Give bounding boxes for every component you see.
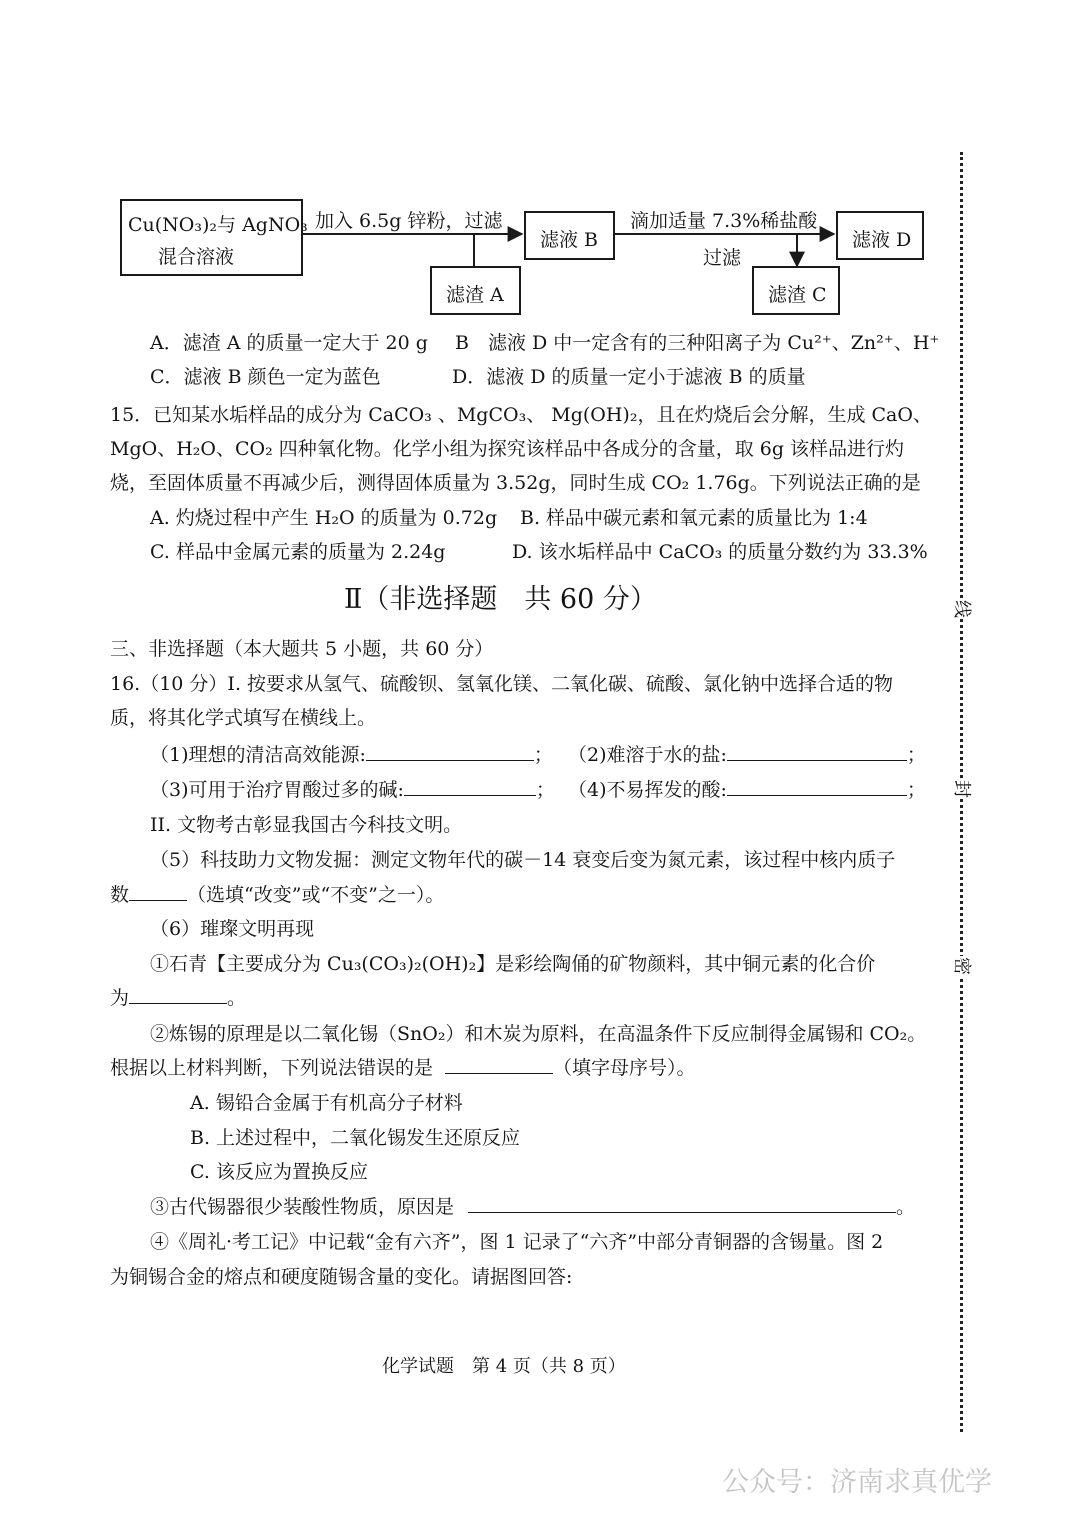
q15-option-c: C. 样品中金属元素的质量为 2.24g bbox=[150, 541, 446, 563]
q16-c1-line2 bbox=[110, 983, 246, 1010]
q16-c2-prefix: 根据以上材料判断，下列说法错误的是 bbox=[110, 1057, 434, 1079]
q15-stem-line3: 烧，至固体质量不再减少后，测得固体质量为 3.52g，同时生成 CO₂ 1.76g。下列说法正确的是 bbox=[110, 472, 921, 494]
arrow2-label: 滴加适量 7.3%稀盐酸 bbox=[630, 210, 818, 232]
q16-q5-line1: （5）科技助力文物发掘：测定文物年代的碳－14 衰变后变为氮元素，该过程中核内质子 bbox=[150, 849, 896, 871]
q16-item4-semicolon: ； bbox=[906, 779, 926, 801]
margin-mark-xian: 线 bbox=[950, 599, 976, 619]
q16-c4-line1: ④《周礼·考工记》中记载“金有六齐”，图 1 记录了“六齐”中部分青铜器的含锡量。图 2 bbox=[150, 1231, 884, 1253]
q16-c2-option-a: A. 锡铅合金属于有机高分子材料 bbox=[190, 1092, 463, 1114]
q15-stem-line1: 15．已知某水垢样品的成分为 CaCO₃ 、MgCO₃、 Mg(OH)₂，且在灼烧后会分解，生成 CaO、 bbox=[110, 404, 932, 426]
q16-c2-suffix: （填字母序号）。 bbox=[553, 1057, 696, 1079]
q16-stem-line1: 16.（10 分）I. 按要求从氢气、硫酸钡、氢氧化镁、二氧化碳、硫酸、氯化钠中选择合适的物 bbox=[110, 673, 894, 695]
start-line2: 混合溶液 bbox=[158, 246, 235, 268]
q16-item1-semicolon: ； bbox=[533, 744, 553, 766]
margin-mark-feng: 封 bbox=[950, 779, 976, 799]
start-line1: Cu(NO₃)₂与 AgNO₃ bbox=[128, 214, 308, 236]
q16-c2-blank[interactable] bbox=[445, 1055, 553, 1074]
q16-item2-label: （2)难溶于水的盐: bbox=[568, 744, 727, 766]
q15-option-b: B. 样品中碳元素和氧元素的质量比为 1:4 bbox=[520, 507, 868, 529]
q16-c1-suffix: 。 bbox=[227, 987, 247, 1009]
q16-q5-blank[interactable] bbox=[129, 882, 187, 901]
filtrate-b-label: 滤液 B bbox=[540, 229, 599, 251]
arrow2-sublabel: 过滤 bbox=[703, 247, 742, 269]
residue-a-box bbox=[430, 266, 521, 315]
q16-stem-line2: 质，将其化学式填写在横线上。 bbox=[110, 707, 377, 729]
part3-title: 三、非选择题（本大题共 5 小题，共 60 分） bbox=[110, 638, 494, 660]
q16-c2-option-b: B. 上述过程中，二氧化锡发生还原反应 bbox=[190, 1127, 521, 1149]
q16-item1-blank[interactable] bbox=[366, 742, 534, 761]
q16-item2-blank[interactable] bbox=[727, 742, 907, 761]
q16-c4-line2: 为铜锡合金的熔点和硬度随锡含量的变化。请据图回答: bbox=[110, 1266, 573, 1288]
filtrate-d-label: 滤液 D bbox=[852, 229, 912, 251]
q15-option-d: D. 该水垢样品中 CaCO₃ 的质量分数约为 33.3% bbox=[512, 541, 928, 563]
residue-a-label: 滤渣 A bbox=[446, 284, 504, 306]
q15-stem-line2: MgO、H₂O、CO₂ 四种氧化物。化学小组为探究该样品中各成分的含量，取 6g 该样品进行灼 bbox=[110, 438, 905, 460]
q16-item4-label: （4)不易挥发的酸: bbox=[568, 779, 727, 801]
q16-c1-prefix: 为 bbox=[110, 987, 130, 1009]
q16-part2-heading: II. 文物考古彰显我国古今科技文明。 bbox=[150, 814, 463, 836]
q14-option-c: C．滤液 B 颜色一定为蓝色 bbox=[150, 366, 381, 388]
q14-option-b: B 滤液 D 中一定含有的三种阳离子为 Cu²⁺、Zn²⁺、H⁺ bbox=[455, 332, 940, 354]
q16-item3 bbox=[150, 775, 555, 802]
q16-item3-blank[interactable] bbox=[404, 777, 536, 796]
q16-q5-line2 bbox=[110, 880, 444, 907]
filtrate-b-box bbox=[524, 211, 615, 260]
q16-item4 bbox=[568, 775, 926, 802]
residue-c-label: 滤渣 C bbox=[768, 284, 827, 306]
q16-c3-prefix: ③古代锡器很少装酸性物质，原因是 bbox=[150, 1196, 455, 1218]
q16-q6-title: （6）璀璨文明再现 bbox=[150, 918, 315, 940]
q16-q5-suffix: （选填“改变”或“不变”之一）。 bbox=[187, 884, 445, 906]
q16-c3-suffix: 。 bbox=[896, 1196, 916, 1218]
q16-item4-blank[interactable] bbox=[727, 777, 907, 796]
arrow1-label: 加入 6.5g 锌粉，过滤 bbox=[315, 210, 503, 232]
q16-c1-blank[interactable] bbox=[129, 985, 227, 1004]
watermark: 公众号：济南求真优学 bbox=[722, 1467, 992, 1498]
q16-item3-label: （3)可用于治疗胃酸过多的碱: bbox=[150, 779, 404, 801]
q16-c2-line1: ②炼锡的原理是以二氧化锡（SnO₂）和木炭为原料，在高温条件下反应制得金属锡和 CO₂。 bbox=[150, 1023, 927, 1045]
q16-c2-line2 bbox=[110, 1053, 696, 1080]
q14-option-a: A．滤渣 A 的质量一定大于 20 g bbox=[150, 332, 428, 354]
q16-item2-semicolon: ； bbox=[906, 744, 926, 766]
q16-q5-prefix: 数 bbox=[110, 884, 130, 906]
q16-c3-blank[interactable] bbox=[468, 1194, 896, 1213]
q16-c1-line1: ①石青【主要成分为 Cu₃(CO₃)₂(OH)₂】是彩绘陶俑的矿物颜料，其中铜元素的化合价 bbox=[150, 953, 876, 975]
filtrate-d-box bbox=[836, 211, 924, 260]
q16-item2 bbox=[568, 740, 926, 767]
section-title: Ⅱ（非选择题 共 60 分） bbox=[344, 584, 657, 615]
q16-c2-option-c: C. 该反应为置换反应 bbox=[190, 1161, 368, 1183]
q16-item3-semicolon: ； bbox=[535, 779, 555, 801]
q16-item1 bbox=[150, 740, 553, 767]
page-footer: 化学试题 第 4 页（共 8 页） bbox=[382, 1356, 626, 1377]
q16-c3-line bbox=[150, 1192, 915, 1219]
start-solution-box bbox=[120, 199, 308, 276]
q16-item1-label: （1)理想的清洁高效能源: bbox=[150, 744, 366, 766]
margin-mark-mi: 密 bbox=[950, 956, 976, 976]
residue-c-box bbox=[752, 266, 840, 315]
q14-option-d: D．滤液 D 的质量一定小于滤液 B 的质量 bbox=[452, 366, 806, 388]
q15-option-a: A. 灼烧过程中产生 H₂O 的质量为 0.72g bbox=[150, 507, 498, 529]
